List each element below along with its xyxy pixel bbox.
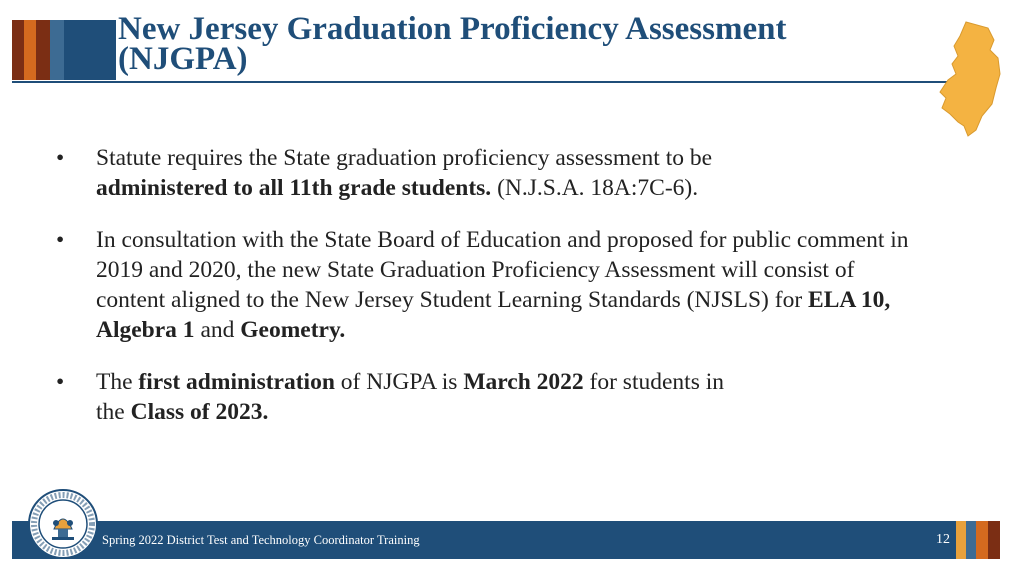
accent-bar <box>966 521 976 559</box>
bullet-item <box>56 367 926 427</box>
bullet-text: the <box>96 399 131 425</box>
new-jersey-map-icon <box>936 18 1008 140</box>
bullet-bold-text: Geometry. <box>240 317 346 343</box>
page-number: 12 <box>936 532 950 547</box>
bullet-item <box>56 143 926 203</box>
bullet-list <box>56 143 926 449</box>
accent-bar <box>64 20 116 80</box>
accent-bar <box>976 521 988 559</box>
accent-bar <box>956 521 966 559</box>
title-underline <box>12 81 970 83</box>
bullet-item <box>56 225 926 345</box>
bullet-bold-text: March 2022 <box>463 369 584 395</box>
bullet-text: Statute requires the State graduation proficiency assessment to be <box>96 145 713 171</box>
slide-title <box>118 11 938 77</box>
slide-title-line2: (NJGPA) <box>118 41 248 77</box>
bullet-text: In consultation with the State Board of Education and proposed for public comment in 2019 and 2020, the new State Graduation Proficiency Assessment will consist of content aligned to the New Jersey Student Learning Standards (NJSLS) for <box>96 227 909 313</box>
bullet-bold-text: ELA 10, Algebra 1 <box>96 287 891 343</box>
bullet-text: of NJGPA is <box>334 369 464 395</box>
bullet-text: The <box>96 369 139 395</box>
header-accent-bars <box>12 20 116 80</box>
accent-bar <box>50 20 64 80</box>
bullet-marker: • <box>56 227 65 253</box>
accent-bar <box>36 20 50 80</box>
bullet-text: and <box>194 317 241 343</box>
footer-bar <box>12 521 956 559</box>
bullet-bold-text: first administration <box>138 369 335 395</box>
slide-title-line1: New Jersey Graduation Proficiency Assessment <box>118 11 787 47</box>
bullet-bold-text: Class of 2023. <box>130 399 269 425</box>
bullet-marker: • <box>56 145 65 171</box>
footer-accent-bars <box>956 521 1000 559</box>
nj-department-of-education-seal-icon <box>28 489 98 559</box>
bullet-marker: • <box>56 369 65 395</box>
footer-text: Spring 2022 District Test and Technology Coordinator Training <box>102 533 420 547</box>
accent-bar <box>12 20 24 80</box>
bullet-bold-text: administered to all 11th grade students. <box>96 175 492 201</box>
accent-bar <box>988 521 1000 559</box>
bullet-text: (N.J.S.A. 18A:7C-6). <box>491 175 699 201</box>
bullet-text: for students in <box>583 369 724 395</box>
accent-bar <box>24 20 36 80</box>
